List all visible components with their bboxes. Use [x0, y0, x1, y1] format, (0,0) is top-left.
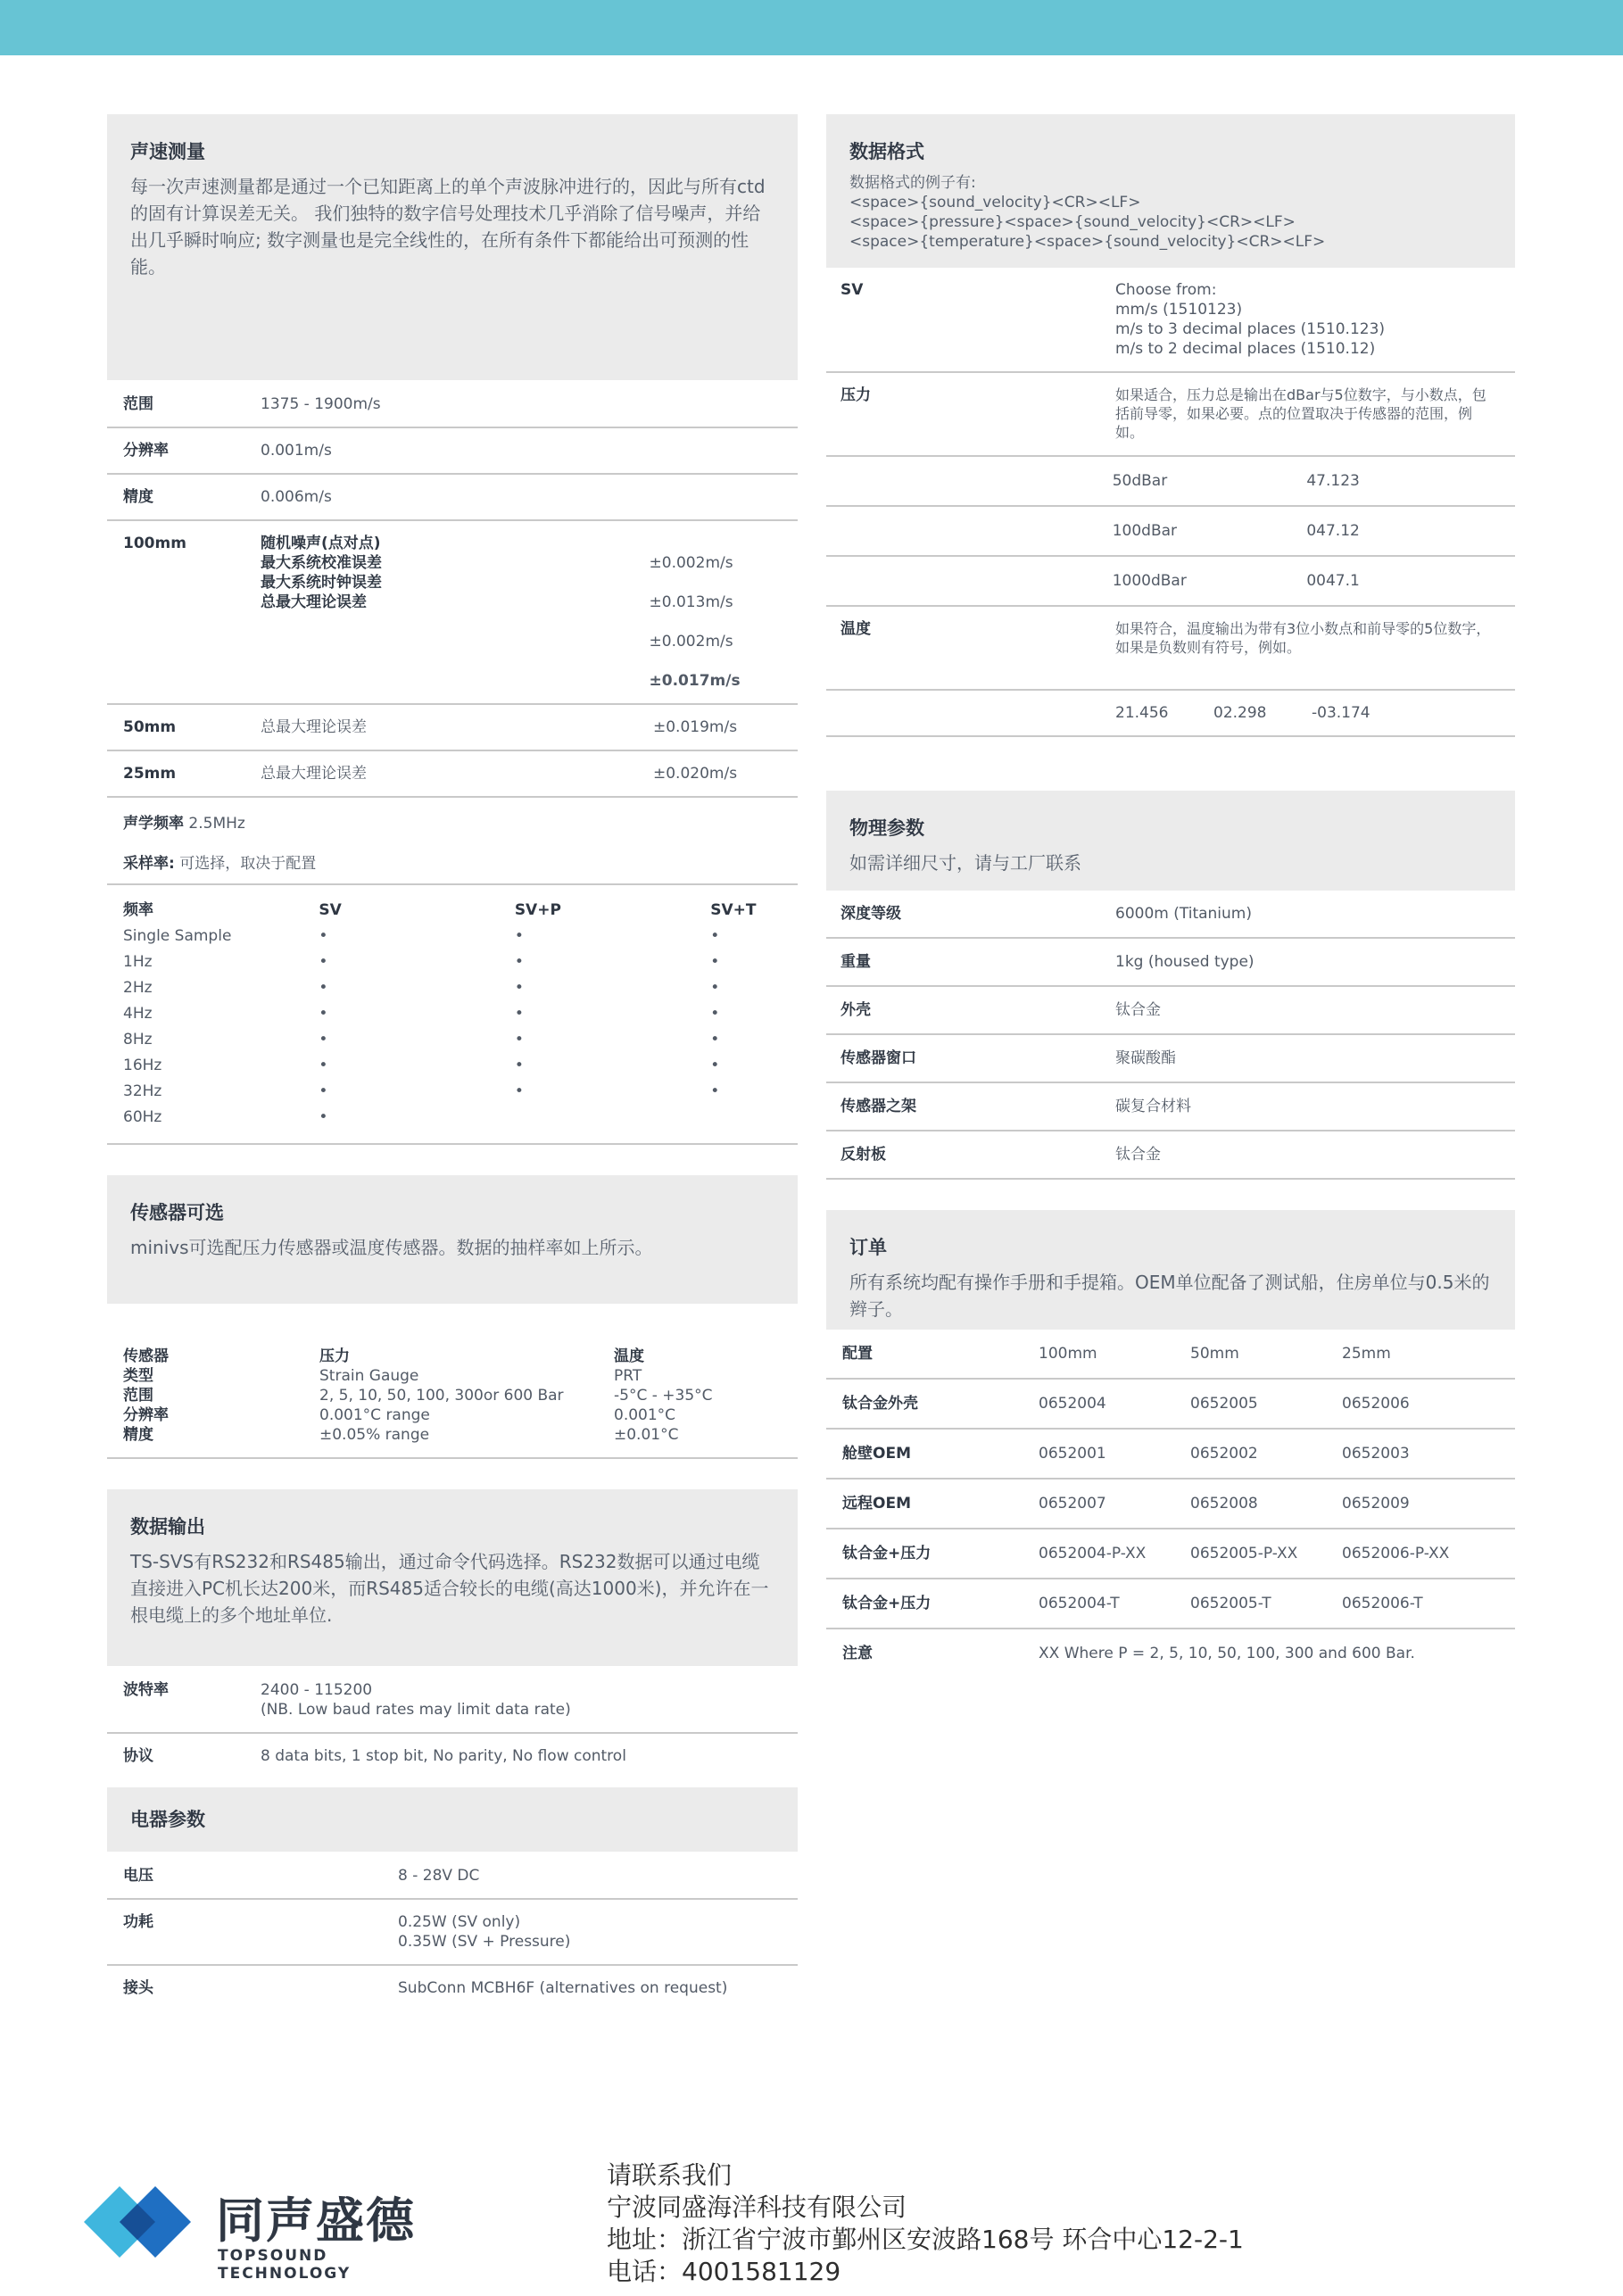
spec-sublabel: 总最大理论误差 — [261, 765, 367, 783]
frequency-cell: • — [319, 1057, 328, 1074]
order-cell: 0652004-P-XX — [1039, 1545, 1147, 1562]
spec-accuracy-row — [107, 475, 798, 521]
right-column — [826, 114, 1515, 1678]
order-note-row — [826, 1629, 1515, 1678]
order-cell: 0652006 — [1342, 1395, 1410, 1413]
spec-label: 传感器窗口 — [840, 1049, 916, 1067]
header-cell: SV+P — [514, 901, 561, 919]
spec-value: 2.5MHz — [188, 815, 245, 833]
physical-row — [826, 987, 1515, 1035]
pressure-example-row — [826, 507, 1515, 557]
spec-resolution-row — [107, 428, 798, 475]
frequency-row — [123, 1053, 782, 1079]
format-sv-row — [826, 268, 1515, 373]
spec-label: 波特率 — [123, 1681, 169, 1699]
logo-diamond-icon — [82, 2177, 207, 2267]
frequency-cell: 60Hz — [123, 1108, 162, 1126]
order-label: 注意 — [842, 1645, 873, 1662]
error-value: ±0.013m/s — [649, 593, 733, 611]
order-cell: 0652005-T — [1190, 1595, 1271, 1612]
order-cell: 0652006-T — [1342, 1595, 1423, 1612]
spec-label: 精度 — [123, 488, 153, 506]
spec-label: 100mm — [123, 535, 186, 552]
physical-body: 如需详细尺寸，请与工厂联系 — [849, 852, 1081, 874]
acoustic-frequency — [107, 798, 798, 841]
contact-line: 电话：4001581129 — [607, 2257, 841, 2286]
frequency-cell: 8Hz — [123, 1031, 153, 1049]
pressure-example-row — [826, 557, 1515, 607]
frequency-cell: • — [319, 953, 328, 971]
electrical-title: 电器参数 — [130, 1809, 205, 1830]
spec-label: 电压 — [123, 1867, 153, 1885]
order-body: 所有系统均配有操作手册和手提箱。OEM单位配备了测试船，住房单位与0.5米的辫子。 — [849, 1272, 1490, 1320]
sensor-header: 压力 — [319, 1347, 350, 1365]
frequency-cell: • — [319, 1082, 328, 1100]
pressure-examples — [826, 457, 1515, 607]
electrical-box — [107, 1787, 798, 1852]
temp-example: 02.298 — [1213, 704, 1267, 722]
order-cell: 25mm — [1342, 1345, 1391, 1363]
data-format-box — [826, 114, 1515, 268]
spec-value: 0.25W (SV only) 0.35W (SV + Pressure) — [398, 1913, 571, 1951]
spec-label: 声学频率 — [123, 815, 184, 833]
order-cell: 0652005 — [1190, 1395, 1258, 1413]
frequency-table-header — [123, 898, 782, 924]
spacer — [840, 471, 1113, 491]
frequency-cell: • — [710, 1031, 720, 1049]
order-cell: 0652005-P-XX — [1190, 1545, 1298, 1562]
sensor-table — [107, 1334, 798, 1459]
order-note: XX Where P = 2, 5, 10, 50, 100, 300 and 600 Bar. — [1039, 1645, 1415, 1662]
frequency-row — [123, 975, 782, 1001]
sensor-values: PRT -5°C - +35°C 0.001°C ±0.01°C — [614, 1367, 713, 1444]
contact-line: 宁波同盛海洋科技有限公司 — [607, 2192, 907, 2222]
contact-line: 请联系我们 — [607, 2160, 733, 2190]
frequency-cell: 4Hz — [123, 1005, 153, 1023]
frequency-cell: • — [710, 927, 720, 945]
order-cell: 0652007 — [1039, 1495, 1106, 1513]
spec-value: 1kg (housed type) — [1115, 953, 1255, 971]
frequency-cell: • — [710, 1057, 720, 1074]
pressure-example-cell: 1000dBar — [1112, 572, 1187, 590]
order-row — [826, 1430, 1515, 1480]
spec-value: Choose from: mm/s (1510123) m/s to 3 decimal places (1510.123) m/s to 2 decimal places (1510.12) — [1115, 281, 1386, 358]
order-label: 远程OEM — [842, 1495, 911, 1513]
logo-english-name: TOPSOUND TECHNOLOGY — [218, 2247, 352, 2283]
order-label: 配置 — [842, 1345, 873, 1363]
spec-label: 温度 — [840, 620, 871, 638]
order-cell: 0652009 — [1342, 1495, 1410, 1513]
frequency-row — [123, 1105, 782, 1131]
spec-label: 压力 — [840, 386, 871, 404]
spec-value: 8 - 28V DC — [398, 1867, 480, 1885]
order-row — [826, 1579, 1515, 1629]
format-temperature-row — [826, 607, 1515, 691]
frequency-cell: 2Hz — [123, 979, 153, 997]
spec-value: ±0.020m/s — [653, 765, 738, 783]
frequency-cell: 16Hz — [123, 1057, 162, 1074]
spec-value: 聚碳酸酯 — [1115, 1049, 1176, 1067]
spec-value: 6000m (Titanium) — [1115, 905, 1252, 923]
order-cell: 0652002 — [1190, 1445, 1258, 1463]
spec-label: 功耗 — [123, 1913, 153, 1931]
error-labels: 随机噪声(点对点) 最大系统校准误差 最大系统时钟误差 总最大理论误差 — [261, 535, 382, 611]
spec-label: 深度等级 — [840, 905, 901, 923]
order-row — [826, 1380, 1515, 1430]
spacer — [840, 703, 1115, 723]
spec-label: 50mm — [123, 718, 177, 736]
frequency-row — [123, 1079, 782, 1105]
spec-value: ±0.019m/s — [653, 718, 738, 736]
header-cell: SV+T — [710, 901, 757, 919]
order-cell: 0652004-T — [1039, 1595, 1120, 1612]
connector-row — [107, 1966, 798, 2010]
temp-example: -03.174 — [1312, 704, 1370, 722]
frequency-cell: • — [514, 979, 524, 997]
physical-row — [826, 1035, 1515, 1083]
pressure-example-cell: 47.123 — [1306, 472, 1360, 490]
data-format-body: 数据格式的例子有: <space>{sound_velocity}<CR><LF> <space>{pressure}<space>{sound_velocity}<CR><LF> <space>{temperature}<space>{sound_velocity}<CR><LF> — [849, 174, 1326, 251]
frequency-row — [123, 1027, 782, 1053]
spec-label: 分辨率 — [123, 442, 169, 460]
spec-value: SubConn MCBH6F (alternatives on request) — [398, 1979, 728, 1997]
spec-sublabel: 总最大理论误差 — [261, 718, 367, 736]
order-label: 钛合金外壳 — [842, 1395, 918, 1413]
spec-value: 钛合金 — [1115, 1001, 1161, 1019]
data-output-title: 数据输出 — [130, 1516, 205, 1538]
error-value-total: ±0.017m/s — [649, 672, 741, 690]
spec-value: 8 data bits, 1 stop bit, No parity, No flow control — [261, 1747, 626, 1765]
spec-50mm-row — [107, 705, 798, 751]
spec-25mm-row — [107, 751, 798, 798]
spec-label: 接头 — [123, 1979, 153, 1997]
pressure-example-cell: 047.12 — [1306, 522, 1360, 540]
spec-label: 采样率: — [123, 855, 175, 873]
spec-value: 1375 - 1900m/s — [261, 395, 381, 413]
frequency-cell — [710, 1105, 782, 1131]
logo-chinese-name: 同声盛德 — [216, 2192, 416, 2249]
physical-row — [826, 1083, 1515, 1131]
order-cell: 0652008 — [1190, 1495, 1258, 1513]
sensor-table-pressure — [319, 1347, 614, 1445]
frequency-row — [123, 924, 782, 949]
order-label: 钛合金+压力 — [842, 1595, 932, 1612]
frequency-row — [123, 949, 782, 975]
error-values — [650, 534, 782, 691]
spacer — [840, 521, 1113, 541]
spec-label: 重量 — [840, 953, 871, 971]
frequency-cell: • — [319, 1005, 328, 1023]
top-accent-bar — [0, 0, 1623, 55]
order-title: 订单 — [849, 1237, 887, 1258]
sensor-option-box — [107, 1175, 798, 1304]
temperature-examples — [826, 691, 1515, 737]
data-format-title: 数据格式 — [849, 141, 924, 162]
spec-label: 外壳 — [840, 1001, 871, 1019]
spec-label: SV — [840, 281, 864, 299]
frequency-cell: • — [319, 1108, 328, 1126]
spec-value: 钛合金 — [1115, 1146, 1161, 1164]
spec-value: 可选择，取决于配置 — [179, 855, 317, 873]
spec-label: 协议 — [123, 1747, 153, 1765]
order-cell: 50mm — [1190, 1345, 1239, 1363]
sound-velocity-box — [107, 114, 798, 380]
spec-label: 范围 — [123, 395, 153, 413]
power-row — [107, 1900, 798, 1966]
company-logo — [82, 2177, 457, 2283]
spec-100mm-row — [107, 521, 798, 705]
sensor-option-title: 传感器可选 — [130, 1202, 224, 1223]
sensor-header: 温度 — [614, 1347, 644, 1365]
pressure-example-row — [826, 457, 1515, 507]
frequency-cell: • — [514, 1005, 524, 1023]
frequency-cell: • — [514, 1082, 524, 1100]
header-cell: 频率 — [123, 901, 153, 919]
spec-label: 传感器之架 — [840, 1098, 916, 1115]
spec-value: 0.006m/s — [261, 488, 332, 506]
contact-line: 地址：浙江省宁波市鄞州区安波路168号 环合中心12-2-1 — [607, 2225, 1244, 2254]
physical-title: 物理参数 — [849, 817, 924, 839]
baud-rate-row — [107, 1666, 798, 1734]
temp-example: 21.456 — [1115, 704, 1169, 722]
frequency-cell: 1Hz — [123, 953, 153, 971]
frequency-cell: • — [710, 1005, 720, 1023]
format-pressure-row — [826, 373, 1515, 457]
order-label: 钛合金+压力 — [842, 1545, 932, 1562]
frequency-cell: • — [514, 1031, 524, 1049]
frequency-cell: • — [514, 927, 524, 945]
order-box — [826, 1210, 1515, 1330]
frequency-cell: • — [710, 979, 720, 997]
spec-label: 25mm — [123, 765, 177, 783]
pressure-example-cell: 50dBar — [1112, 472, 1168, 490]
error-value: ±0.002m/s — [649, 554, 733, 572]
order-cell: 0652001 — [1039, 1445, 1106, 1463]
pressure-example-cell: 0047.1 — [1306, 572, 1360, 590]
voltage-row — [107, 1852, 798, 1900]
physical-row — [826, 1131, 1515, 1180]
physical-box — [826, 791, 1515, 891]
sample-rate — [107, 841, 798, 885]
protocol-row — [107, 1734, 798, 1778]
order-row — [826, 1529, 1515, 1579]
left-column — [107, 114, 798, 2010]
spec-label: 反射板 — [840, 1146, 886, 1164]
order-label: 舱壁OEM — [842, 1445, 911, 1463]
frequency-row — [123, 1001, 782, 1027]
spec-value: 0.001m/s — [261, 442, 332, 460]
frequency-cell: • — [710, 1082, 720, 1100]
sensor-option-body: minivs可选配压力传感器或温度传感器。数据的抽样率如上所示。 — [130, 1237, 653, 1258]
spec-value: 如果适合，压力总是输出在dBar与5位数字，与小数点，包括前导零，如果必要。点的位置取决于传感器的范围，例如。 — [1115, 386, 1486, 441]
order-rows — [826, 1380, 1515, 1629]
frequency-cell: • — [710, 953, 720, 971]
error-value: ±0.002m/s — [649, 633, 733, 651]
frequency-cell: • — [319, 1031, 328, 1049]
data-output-body: TS-SVS有RS232和RS485输出，通过命令代码选择。RS232数据可以通过电缆直接进入PC机长达200米，而RS485适合较长的电缆(高达1000米)，并允许在一根电缆上的多个地址单位. — [130, 1551, 769, 1626]
spec-value: 如果符合，温度输出为带有3位小数点和前导零的5位数字，如果是负数则有符号，例如。 — [1115, 620, 1491, 656]
sensor-table-temperature — [614, 1347, 774, 1445]
frequency-cell: • — [319, 979, 328, 997]
spec-range-row — [107, 380, 798, 428]
order-row — [826, 1480, 1515, 1529]
order-cell: 0652003 — [1342, 1445, 1410, 1463]
sound-velocity-title: 声速测量 — [130, 141, 205, 162]
physical-rows — [826, 891, 1515, 1180]
frequency-table — [107, 885, 798, 1145]
spec-value: 2400 - 115200 (NB. Low baud rates may limit data rate) — [261, 1681, 571, 1719]
header-cell: SV — [319, 901, 342, 919]
sensor-values: Strain Gauge 2, 5, 10, 50, 100, 300or 600 Bar 0.001°C range ±0.05% range — [319, 1367, 564, 1444]
frequency-cell — [515, 1105, 710, 1131]
order-header-row — [826, 1330, 1515, 1380]
order-cell: 0652006-P-XX — [1342, 1545, 1450, 1562]
frequency-cell: 32Hz — [123, 1082, 162, 1100]
frequency-cell: • — [319, 927, 328, 945]
frequency-cell: • — [514, 1057, 524, 1074]
physical-row — [826, 939, 1515, 987]
sensor-table-labels: 传感器 类型 范围 分辨率 精度 — [123, 1347, 169, 1444]
sound-velocity-body: 每一次声速测量都是通过一个已知距离上的单个声波脉冲进行的，因此与所有ctd的固有计算误差无关。 我们独特的数字信号处理技术几乎消除了信号噪声，并给出几乎瞬时响应; 数字测量也是完全线性的，在所有条件下都能给出可预测的性能。 — [130, 176, 766, 278]
pressure-example-cell: 100dBar — [1112, 522, 1178, 540]
physical-row — [826, 891, 1515, 939]
data-output-box — [107, 1489, 798, 1666]
frequency-cell: • — [514, 953, 524, 971]
spec-value: 碳复合材料 — [1115, 1098, 1191, 1115]
order-cell: 100mm — [1039, 1345, 1097, 1363]
spacer — [840, 571, 1113, 591]
order-cell: 0652004 — [1039, 1395, 1106, 1413]
contact-info — [607, 2159, 1244, 2288]
frequency-cell: Single Sample — [123, 927, 232, 945]
